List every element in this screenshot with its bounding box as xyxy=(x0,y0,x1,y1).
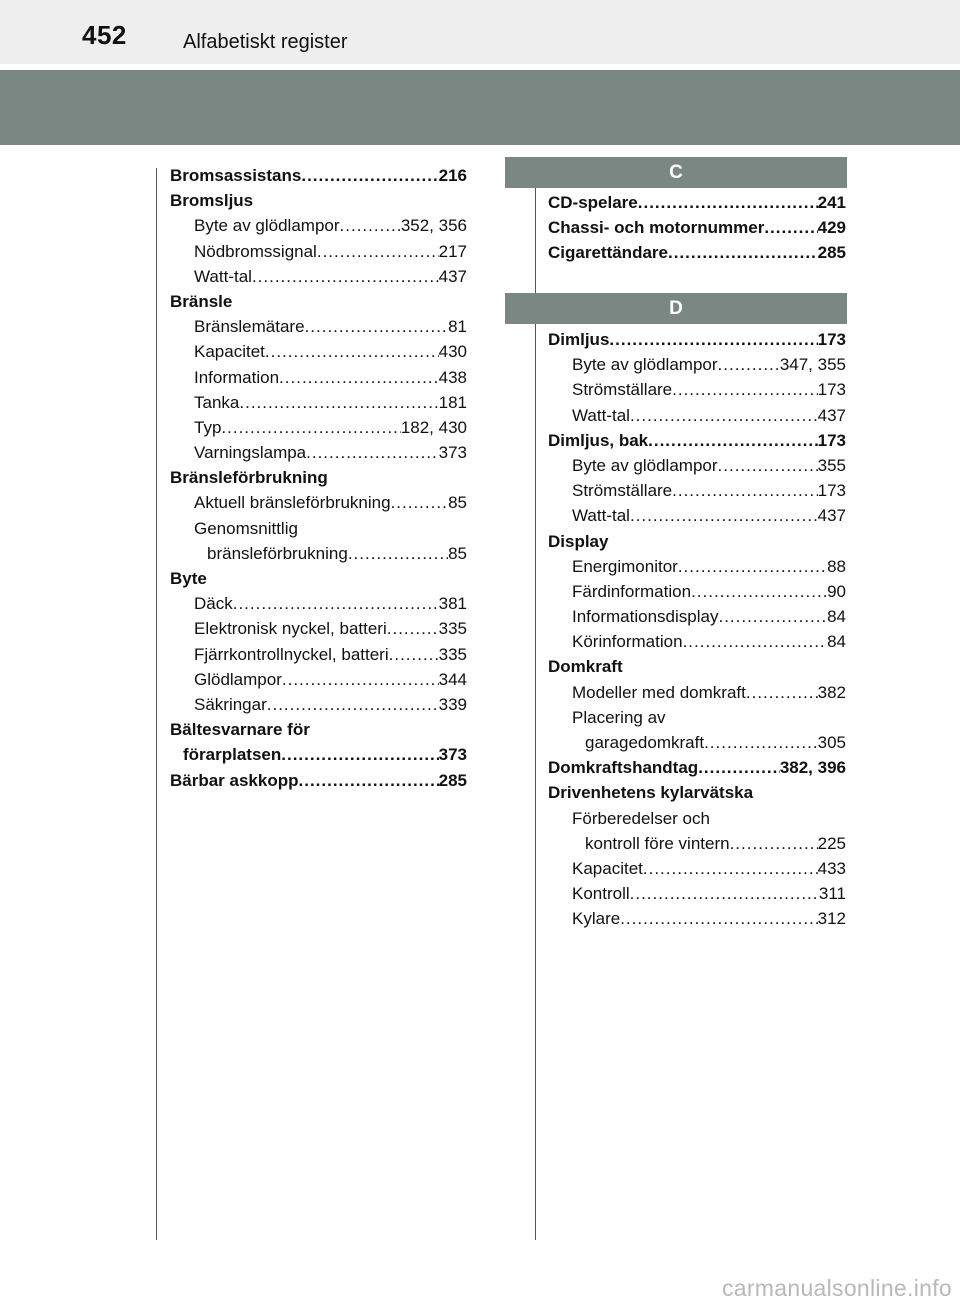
index-entry-page: 181 xyxy=(438,392,467,412)
index-entry-page: 173 xyxy=(817,430,846,450)
index-entry-page: 373 xyxy=(438,745,467,765)
index-entry xyxy=(548,377,846,402)
index-entry xyxy=(170,289,467,314)
index-entry-term: Kontroll xyxy=(572,884,630,904)
index-entry xyxy=(548,856,846,881)
dot-leader xyxy=(718,352,780,377)
dot-leader xyxy=(389,642,439,667)
index-entry xyxy=(548,554,846,579)
index-entry-term: Watt-tal xyxy=(572,405,630,425)
index-entry-term: Drivenhetens kylarvätska xyxy=(548,783,754,803)
dot-leader xyxy=(252,264,439,289)
dot-leader xyxy=(704,730,818,755)
index-entry-term: Modeller med domkraft xyxy=(572,682,746,702)
index-entry-term: Aktuell bränsleförbrukning xyxy=(194,493,391,513)
index-entry xyxy=(170,591,467,616)
index-entry-page: 335 xyxy=(438,619,467,639)
index-entry xyxy=(548,529,846,554)
index-entry xyxy=(548,428,846,453)
index-entry xyxy=(548,453,846,478)
index-entry-term: Byte xyxy=(170,569,207,588)
dot-leader xyxy=(672,478,817,503)
index-entry-term: Förberedelser och xyxy=(572,808,710,828)
index-entry-term: Fjärrkontrollnyckel, batteri xyxy=(194,644,389,664)
index-entry-term: Dimljus xyxy=(548,330,610,349)
index-entry-term: Genomsnittlig xyxy=(194,518,298,538)
index-entry xyxy=(170,616,467,641)
index-entry-page: 381 xyxy=(438,594,467,614)
index-entry xyxy=(548,780,846,805)
index-entry xyxy=(170,667,467,692)
dot-leader xyxy=(672,377,817,402)
page-title: Alfabetiskt register xyxy=(183,31,348,53)
dot-leader xyxy=(638,190,818,215)
dot-leader xyxy=(301,163,438,188)
index-entry xyxy=(548,190,846,215)
dot-leader xyxy=(691,579,827,604)
dot-leader xyxy=(609,327,817,352)
index-entry xyxy=(170,390,467,415)
index-column-left xyxy=(170,163,467,793)
index-entry xyxy=(170,239,467,264)
index-entry xyxy=(170,213,467,238)
index-entry xyxy=(170,365,467,390)
index-entry-term: Säkringar xyxy=(194,694,267,714)
index-entry xyxy=(170,415,467,440)
index-entry-page: 433 xyxy=(817,858,846,878)
index-entry xyxy=(170,541,467,566)
index-entry-term: CD-spelare xyxy=(548,193,638,212)
dot-leader xyxy=(746,680,818,705)
index-entry-term: garagedomkraft xyxy=(585,733,705,752)
dot-leader xyxy=(305,314,449,339)
index-entry-term: Varningslampa xyxy=(194,443,307,463)
index-entry-page: 311 xyxy=(818,884,846,904)
index-entry-term: Information xyxy=(194,367,280,387)
index-entry-term: Bältesvarnare för xyxy=(170,720,310,740)
index-entry xyxy=(170,768,467,793)
dot-leader xyxy=(306,440,438,465)
index-entry-term: Bränsle xyxy=(170,291,233,311)
index-entry-page: 90 xyxy=(827,581,846,601)
index-entry xyxy=(170,163,467,188)
index-entry-page: 438 xyxy=(438,367,467,387)
index-entry-page: 373 xyxy=(438,443,467,463)
index-entry-term: Strömställare xyxy=(572,380,673,400)
index-entry-term: Bränsleförbrukning xyxy=(170,468,328,488)
index-entry-term: Domkraftshandtag xyxy=(548,758,699,778)
dot-leader xyxy=(387,616,439,641)
index-entry-page: 312 xyxy=(817,909,846,929)
index-entry xyxy=(548,604,846,629)
index-entry-page: 217 xyxy=(438,241,467,261)
index-entry-term: Bärbar askkopp xyxy=(170,770,299,790)
index-entry xyxy=(170,742,467,767)
dot-leader xyxy=(718,604,827,629)
index-entry-page: 225 xyxy=(817,833,846,853)
index-column-right-c xyxy=(548,190,846,266)
dot-leader xyxy=(718,453,818,478)
dot-leader xyxy=(282,667,439,692)
index-entry xyxy=(548,629,846,654)
dot-leader xyxy=(698,755,780,780)
dot-leader xyxy=(279,365,439,390)
dot-leader xyxy=(620,906,817,931)
index-entry-term: Kapacitet xyxy=(194,342,265,362)
index-entry-page: 305 xyxy=(817,733,846,752)
index-entry-term: Chassi- och motornummer xyxy=(548,218,765,238)
index-entry-page: 173 xyxy=(817,380,846,400)
index-entry xyxy=(548,755,846,780)
index-entry-term: Display xyxy=(548,531,609,551)
page-header-bar xyxy=(0,0,960,64)
dot-leader xyxy=(764,215,817,240)
dot-leader xyxy=(239,390,438,415)
index-entry xyxy=(548,705,846,730)
dot-leader xyxy=(643,856,818,881)
index-entry xyxy=(170,188,467,213)
index-entry xyxy=(548,680,846,705)
dot-leader xyxy=(678,554,827,579)
index-entry xyxy=(548,579,846,604)
index-entry-term: Bränslemätare xyxy=(194,317,305,337)
index-entry-page: 285 xyxy=(438,770,467,790)
index-entry-page: 84 xyxy=(827,632,846,652)
index-entry xyxy=(170,339,467,364)
index-entry-term: Informationsdisplay xyxy=(572,607,719,627)
index-entry xyxy=(548,730,846,755)
dot-leader xyxy=(340,213,401,238)
index-entry xyxy=(170,717,467,742)
index-entry xyxy=(548,403,846,428)
dot-leader xyxy=(233,591,439,616)
index-entry-page: 81 xyxy=(448,317,467,337)
column-divider-left xyxy=(156,168,157,1240)
index-entry-term: Bromsljus xyxy=(170,191,254,211)
index-entry-term: Körinformation xyxy=(572,632,683,652)
index-entry-page: 430 xyxy=(438,342,467,362)
index-entry-page: 339 xyxy=(438,694,467,714)
index-entry-term: Watt-tal xyxy=(572,506,630,526)
index-entry-term: Strömställare xyxy=(572,481,673,501)
index-entry-term: kontroll före vintern xyxy=(585,833,730,853)
index-entry-page: 85 xyxy=(448,493,467,513)
index-entry xyxy=(170,264,467,289)
index-entry-term: Domkraft xyxy=(548,657,623,677)
index-entry-term: Nödbromssignal xyxy=(194,241,317,261)
index-entry-page: 173 xyxy=(817,481,846,501)
index-entry-term: Färdinformation xyxy=(572,581,692,601)
dot-leader xyxy=(683,629,828,654)
dot-leader xyxy=(630,881,819,906)
index-entry-page: 182, 430 xyxy=(400,417,467,437)
section-header-c: C xyxy=(505,157,847,188)
index-entry xyxy=(170,440,467,465)
index-entry xyxy=(548,906,846,931)
index-entry-term: Dimljus, bak xyxy=(548,430,649,450)
index-entry-page: 382, 396 xyxy=(779,758,846,778)
index-column-right-d xyxy=(548,327,846,932)
index-entry-page: 344 xyxy=(438,669,467,689)
index-entry-term: Däck xyxy=(194,594,233,614)
index-entry-page: 241 xyxy=(817,193,846,212)
index-entry xyxy=(170,566,467,591)
index-entry xyxy=(170,692,467,717)
section-header-d: D xyxy=(505,293,847,324)
index-entry-term: Kapacitet xyxy=(572,858,643,878)
index-entry xyxy=(170,465,467,490)
index-entry xyxy=(170,516,467,541)
index-entry-page: 85 xyxy=(448,543,467,563)
index-entry-term: Typ xyxy=(194,417,222,437)
index-entry-term: Glödlampor xyxy=(194,669,282,689)
index-entry-page: 437 xyxy=(817,506,846,526)
index-entry xyxy=(170,314,467,339)
index-entry-term: Byte av glödlampor xyxy=(572,355,718,375)
page-number: 452 xyxy=(82,20,127,50)
index-entry-page: 285 xyxy=(817,243,846,263)
index-entry-term: Cigarettändare xyxy=(548,243,668,263)
column-divider-middle xyxy=(535,168,536,1240)
dot-leader xyxy=(668,240,818,265)
dot-leader xyxy=(348,541,448,566)
index-entry-page: 429 xyxy=(817,218,846,238)
index-entry-page: 216 xyxy=(438,166,467,185)
index-entry-term: Energimonitor xyxy=(572,556,678,576)
index-entry-term: Elektronisk nyckel, batteri xyxy=(194,619,387,639)
index-entry-page: 437 xyxy=(817,405,846,425)
index-entry-term: Byte av glödlampor xyxy=(572,455,718,475)
index-entry-page: 84 xyxy=(827,607,846,627)
index-entry-term: Tanka xyxy=(194,392,240,412)
index-entry-term: Placering av xyxy=(572,707,666,727)
index-entry-term: Kylare xyxy=(572,909,621,929)
watermark: carmanualsonline.info xyxy=(721,1275,952,1301)
dot-leader xyxy=(281,742,438,767)
dot-leader xyxy=(648,428,817,453)
index-entry xyxy=(548,352,846,377)
index-entry-page: 335 xyxy=(438,644,467,664)
index-entry xyxy=(548,503,846,528)
dot-leader xyxy=(221,415,400,440)
index-entry-page: 173 xyxy=(817,330,846,349)
index-entry-page: 437 xyxy=(438,266,467,286)
index-entry-term: bränsleförbrukning xyxy=(207,543,348,563)
dot-leader xyxy=(391,490,449,515)
index-entry xyxy=(548,215,846,240)
dot-leader xyxy=(317,239,439,264)
index-entry-page: 347, 355 xyxy=(779,355,846,375)
index-entry-page: 382 xyxy=(817,682,846,702)
index-entry-page: 352, 356 xyxy=(400,216,467,236)
dot-leader xyxy=(299,768,439,793)
index-entry xyxy=(548,654,846,679)
dot-leader xyxy=(630,403,818,428)
index-entry-page: 355 xyxy=(817,455,846,475)
index-entry-term: Bromsassistans xyxy=(170,166,302,185)
header-band xyxy=(0,70,960,145)
index-entry-term: Watt-tal xyxy=(194,266,252,286)
dot-leader xyxy=(630,503,818,528)
index-entry-page: 88 xyxy=(827,556,846,576)
index-entry xyxy=(548,327,846,352)
index-entry xyxy=(170,642,467,667)
index-entry xyxy=(548,806,846,831)
dot-leader xyxy=(267,692,439,717)
index-entry xyxy=(548,881,846,906)
index-entry xyxy=(170,490,467,515)
dot-leader xyxy=(265,339,439,364)
index-entry-term: förarplatsen xyxy=(183,745,282,765)
index-entry xyxy=(548,831,846,856)
dot-leader xyxy=(730,831,818,856)
index-entry xyxy=(548,240,846,265)
index-entry-term: Byte av glödlampor xyxy=(194,216,340,236)
index-entry xyxy=(548,478,846,503)
